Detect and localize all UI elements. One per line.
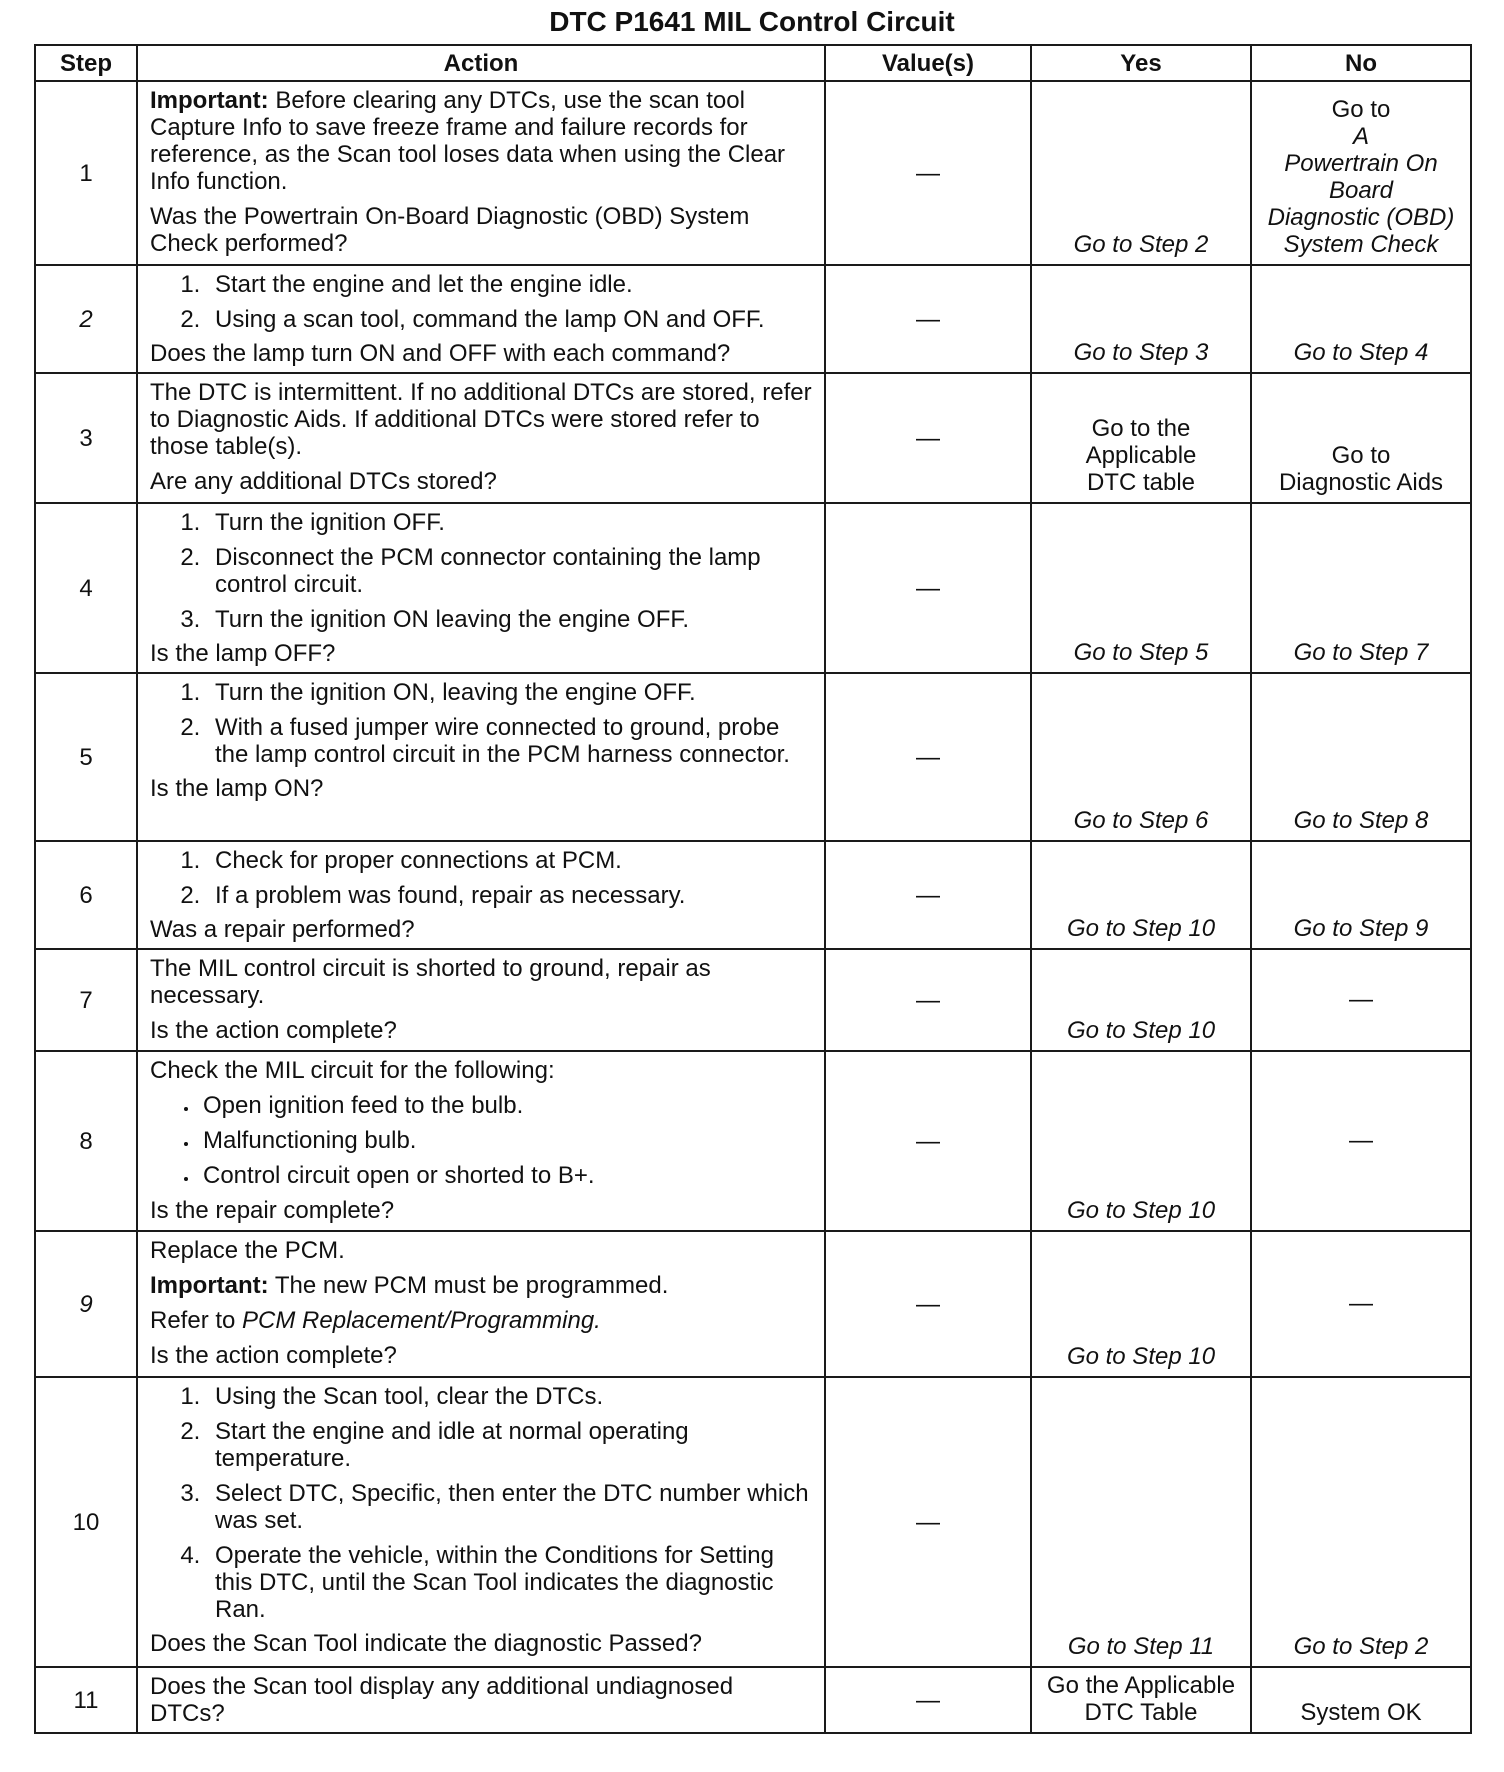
step-number: 3 [35, 373, 137, 503]
yes-line: Applicable [1085, 442, 1197, 469]
header-yes: Yes [1031, 45, 1251, 81]
values-cell: — [825, 1051, 1031, 1231]
yes-cell [1031, 1667, 1251, 1733]
table-row [35, 673, 1471, 841]
list-item: 1. Using the Scan tool, clear the DTCs. [207, 1383, 814, 1410]
action-cell [137, 81, 825, 265]
action-text: The MIL control circuit is shorted to ground, repair as necessary. [150, 955, 711, 1009]
table-row [35, 373, 1471, 503]
list-item: • Open ignition feed to the bulb. [199, 1092, 814, 1119]
link-text[interactable]: A [1352, 123, 1369, 150]
yes-line: DTC Table [1084, 1699, 1198, 1726]
yes-cell: Go to Step 10 [1031, 1051, 1251, 1231]
action-cell [137, 841, 825, 949]
no-cell: System OK [1251, 1667, 1471, 1733]
link-text[interactable]: Powertrain On [1284, 150, 1438, 177]
yes-cell: Go to Step 10 [1031, 841, 1251, 949]
list-item: 4. Operate the vehicle, within the Conditions for Setting this DTC, until the Scan Tool indicates the diagnostic Ran. [207, 1542, 814, 1623]
list-item: 3. Select DTC, Specific, then enter the DTC number which was set. [207, 1480, 814, 1534]
link-text[interactable]: System Check [1283, 231, 1439, 258]
action-question: Was the Powertrain On-Board Diagnostic (OBD) System Check performed? [150, 203, 750, 257]
table-row [35, 841, 1471, 949]
no-cell [1251, 81, 1471, 265]
yes-line: Go the Applicable [1046, 1672, 1236, 1699]
action-question: Are any additional DTCs stored? [150, 468, 497, 495]
table-row [35, 949, 1471, 1051]
yes-cell: Go to Step 3 [1031, 265, 1251, 373]
header-row [35, 45, 1471, 81]
step-number: 6 [35, 841, 137, 949]
action-question: Is the action complete? [150, 1342, 397, 1369]
action-text: The DTC is intermittent. If no additional DTCs are stored, refer to Diagnostic Aids. If additional DTCs were stored refer to those table(s). [150, 379, 812, 460]
no-cell: Go to Step 9 [1251, 841, 1471, 949]
yes-cell: Go to Step 5 [1031, 503, 1251, 673]
diagnostic-table [34, 44, 1472, 1734]
action-cell [137, 949, 825, 1051]
values-cell: — [825, 373, 1031, 503]
values-cell: — [825, 81, 1031, 265]
step-list [150, 271, 814, 333]
step-number: 1 [35, 81, 137, 265]
bullet-list [150, 1092, 814, 1189]
action-cell [137, 673, 825, 841]
list-item: • Malfunctioning bulb. [199, 1127, 814, 1154]
values-cell: — [825, 673, 1031, 841]
no-cell: — [1251, 949, 1471, 1051]
important-text: Before clearing any DTCs, use the scan tool Capture Info to save freeze frame and failure records for reference, as the Scan tool loses data when using the Clear Info function. [150, 87, 786, 195]
header-no: No [1251, 45, 1471, 81]
no-cell: Go to Step 7 [1251, 503, 1471, 673]
table-row [35, 1667, 1471, 1733]
action-question: Does the Scan tool display any additional undiagnosed DTCs? [150, 1673, 734, 1727]
list-item: 1. Start the engine and let the engine idle. [207, 271, 814, 298]
action-question: Is the lamp OFF? [150, 640, 336, 667]
header-action: Action [137, 45, 825, 81]
no-cell: Go to Step 8 [1251, 673, 1471, 841]
values-cell: — [825, 1231, 1031, 1377]
list-item: • Control circuit open or shorted to B+. [199, 1162, 814, 1189]
table-row [35, 1231, 1471, 1377]
values-cell: — [825, 841, 1031, 949]
step-number: 10 [35, 1377, 137, 1667]
list-item: 1. Check for proper connections at PCM. [207, 847, 814, 874]
no-cell: Go to Step 4 [1251, 265, 1471, 373]
values-cell: — [825, 265, 1031, 373]
list-item: 1. Turn the ignition OFF. [207, 509, 814, 536]
step-number: 11 [35, 1667, 137, 1733]
no-cell: — [1251, 1231, 1471, 1377]
important-text: The new PCM must be programmed. [268, 1272, 669, 1299]
table-row [35, 81, 1471, 265]
step-number: 4 [35, 503, 137, 673]
step-list [150, 1383, 814, 1623]
action-cell [137, 1667, 825, 1733]
step-number: 5 [35, 673, 137, 841]
yes-cell [1031, 373, 1251, 503]
no-line: Go to [1331, 442, 1391, 469]
values-cell: — [825, 1667, 1031, 1733]
step-number: 2 [35, 265, 137, 373]
header-step: Step [35, 45, 137, 81]
refer-prefix: Refer to [150, 1307, 243, 1334]
yes-cell: Go to Step 10 [1031, 949, 1251, 1051]
step-number: 7 [35, 949, 137, 1051]
refer-note [150, 1307, 814, 1334]
yes-cell: Go to Step 6 [1031, 673, 1251, 841]
reference-link[interactable]: PCM Replacement/Programming. [242, 1307, 601, 1334]
important-label: Important: [150, 87, 269, 114]
action-text: Check the MIL circuit for the following: [150, 1057, 555, 1084]
yes-cell: Go to Step 10 [1031, 1231, 1251, 1377]
list-item: 2. Start the engine and idle at normal operating temperature. [207, 1418, 814, 1472]
table-row [35, 265, 1471, 373]
values-cell: — [825, 1377, 1031, 1667]
list-item: 2. Using a scan tool, command the lamp ON and OFF. [207, 306, 814, 333]
yes-cell: Go to Step 2 [1031, 81, 1251, 265]
no-cell [1251, 373, 1471, 503]
header-values: Value(s) [825, 45, 1031, 81]
list-item: 1. Turn the ignition ON, leaving the engine OFF. [207, 679, 814, 706]
action-question: Is the action complete? [150, 1017, 397, 1044]
list-item: 2. Disconnect the PCM connector containing the lamp control circuit. [207, 544, 814, 598]
list-item: 2. If a problem was found, repair as necessary. [207, 882, 814, 909]
link-text[interactable]: Board [1328, 177, 1394, 204]
action-text: Replace the PCM. [150, 1237, 345, 1264]
step-number: 8 [35, 1051, 137, 1231]
step-list [150, 679, 814, 768]
yes-line: Go to the [1091, 415, 1191, 442]
action-cell [137, 1051, 825, 1231]
no-line: Diagnostic Aids [1278, 469, 1444, 496]
action-question: Does the lamp turn ON and OFF with each command? [150, 340, 731, 367]
step-list [150, 509, 814, 633]
important-note [150, 1272, 814, 1299]
step-number: 9 [35, 1231, 137, 1377]
action-cell [137, 1377, 825, 1667]
action-question: Is the lamp ON? [150, 775, 324, 802]
action-question: Does the Scan Tool indicate the diagnostic Passed? [150, 1630, 702, 1657]
important-note [150, 87, 814, 195]
action-cell [137, 373, 825, 503]
values-cell: — [825, 949, 1031, 1051]
action-question: Is the repair complete? [150, 1197, 395, 1224]
step-list [150, 847, 814, 909]
page-title: DTC P1641 MIL Control Circuit [549, 6, 955, 37]
yes-cell: Go to Step 11 [1031, 1377, 1251, 1667]
link-text[interactable]: Diagnostic (OBD) [1267, 204, 1455, 231]
table-row [35, 1377, 1471, 1667]
action-cell [137, 503, 825, 673]
table-row [35, 503, 1471, 673]
list-item: 2. With a fused jumper wire connected to ground, probe the lamp control circuit in the PCM harness connector. [207, 714, 814, 768]
no-cell: Go to Step 2 [1251, 1377, 1471, 1667]
important-label: Important: [150, 1272, 269, 1299]
yes-line: DTC table [1086, 469, 1196, 496]
no-prefix: Go to [1331, 96, 1391, 123]
no-cell: — [1251, 1051, 1471, 1231]
action-cell [137, 1231, 825, 1377]
table-row [35, 1051, 1471, 1231]
values-cell: — [825, 503, 1031, 673]
list-item: 3. Turn the ignition ON leaving the engine OFF. [207, 606, 814, 633]
action-cell [137, 265, 825, 373]
action-question: Was a repair performed? [150, 916, 415, 943]
